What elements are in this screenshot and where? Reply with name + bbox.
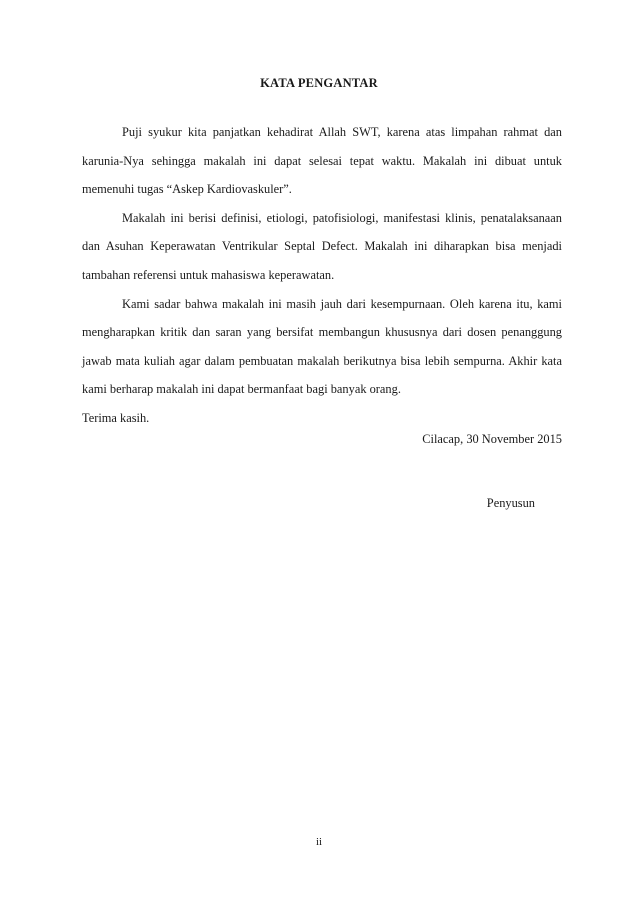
document-body [82,118,562,433]
paragraph-closing: Kami sadar bahwa makalah ini masih jauh dari kesempurnaan. Oleh karena itu, kami mengharapkan kritik dan saran yang bersifat membangun khususnya dari dosen penanggung jawab mata kuliah agar dalam pembuatan makalah berikutnya bisa lebih sempurna. Akhir kata kami berharap makalah ini dapat bermanfaat bagi banyak orang. [82,296,562,397]
page-number: ii [315,836,323,848]
paragraph-content: Makalah ini berisi definisi, etiologi, patofisiologi, manifestasi klinis, penatalaksanaan dan Asuhan Keperawatan Ventrikular Septal Defect. Makalah ini diharapkan bisa menjadi tambahan referensi untuk mahasiswa keperawatan. [82,210,562,282]
place-date: Cilacap, 30 November 2015 [422,432,562,446]
paragraph-thanks: Terima kasih. [82,410,150,425]
signer-label: Penyusun [486,496,535,510]
paragraph-opening: Puji syukur kita panjatkan kehadirat Allah SWT, karena atas limpahan rahmat dan karunia-Nya sehingga makalah ini dapat selesai tepat waktu. Makalah ini dibuat untuk memenuhi tugas “Askep Kardiovaskuler”. [82,125,562,197]
document-title: KATA PENGANTAR [260,76,378,90]
